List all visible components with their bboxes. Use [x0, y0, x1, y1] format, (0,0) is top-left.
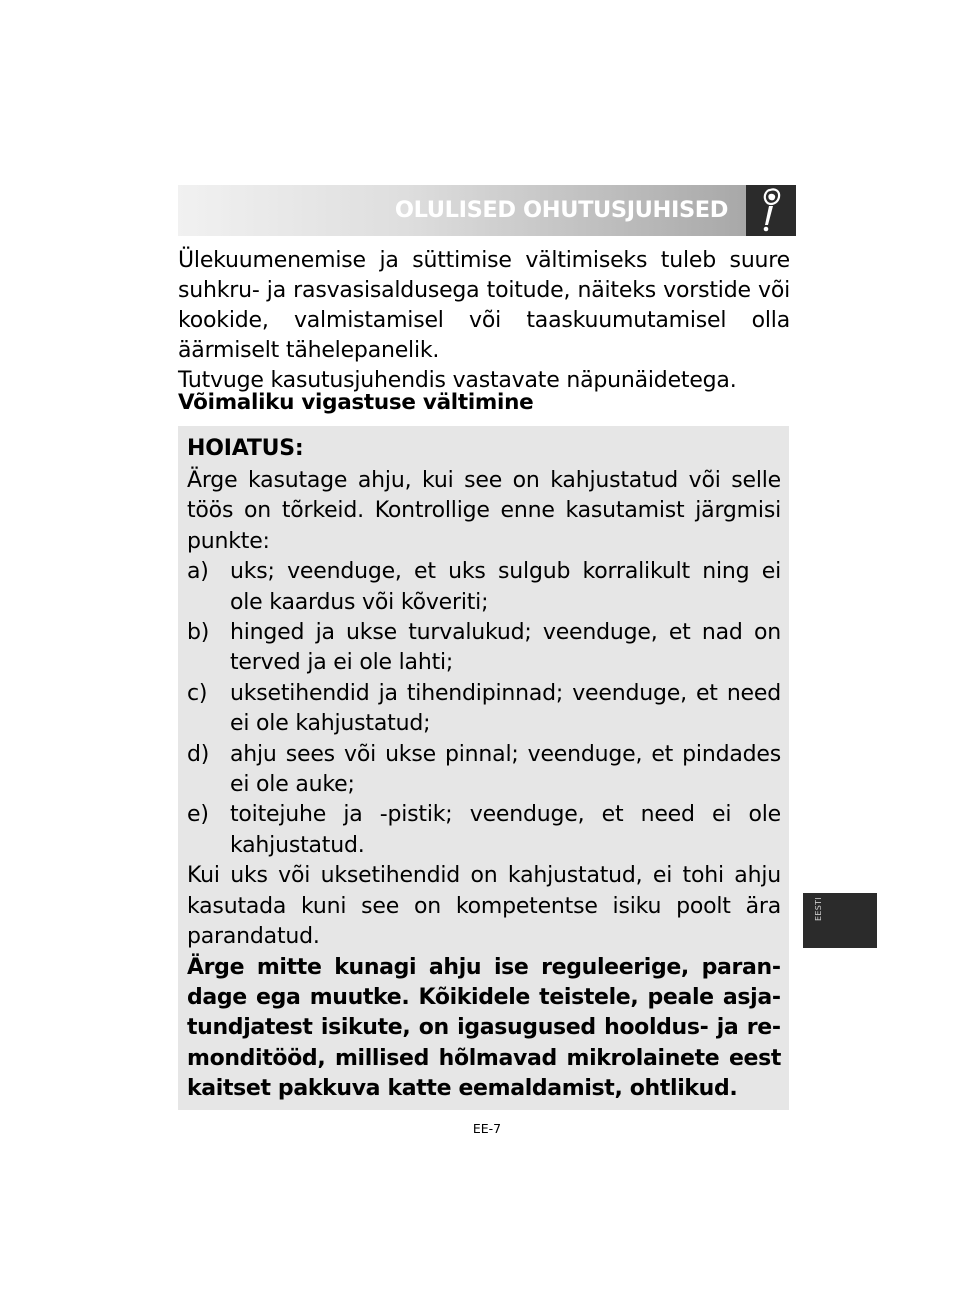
warning-content: [187, 434, 781, 1105]
warning-bold-notice: Ärge mitte kunagi ahju ise reguleerige, parandage ega muutke. Kõikidele teistele, peale asjatundjatest isikute, on igasugused hooldus- ja remonditööd, millised hõlmavad mikrolainete eest kaitset pakkuva katte eemaldamist, ohtlikud.: [187, 954, 781, 1102]
exclamation-icon: [746, 185, 796, 236]
intro-text: [178, 246, 790, 396]
header-icon-box: [746, 185, 796, 236]
language-tab-label: EESTI: [814, 897, 823, 921]
warning-title: HOIATUS:: [187, 436, 304, 461]
checklist-item: [187, 618, 781, 679]
checklist-marker: d): [187, 741, 210, 767]
checklist-text: uks; veenduge, et uks sulgub korralikult ning ei ole kaardus või kõveriti;: [230, 559, 781, 615]
warning-closing: Kui uks või uksetihendid on kahjustatud, ei tohi ahju kasutada kuni see on kompetentse isiku poolt ära parandatud.: [187, 863, 781, 950]
checklist-marker: b): [187, 620, 210, 646]
checklist: [187, 557, 781, 861]
checklist-text: toitejuhe ja -pistik; veenduge, et need ei ole kahjustatud.: [230, 802, 781, 858]
section-title: OLULISED OHUTUSJUHISED: [394, 197, 728, 223]
intro-paragraph: Ülekuumenemise ja süttimise vältimiseks tuleb suure suhkru- ja rasvasisaldusega toitude, näiteks vorstide või kookide, valmistamisel või taaskuumutamisel olla äärmiselt tähelepanelik.: [178, 248, 790, 363]
subheading: Võimaliku vigastuse vältimine: [178, 390, 534, 415]
checklist-marker: c): [187, 680, 208, 706]
warning-intro: Ärge kasutage ahju, kui see on kahjustatud või selle töös on tõrkeid. Kontrollige enne kasutamist järgmisi punkte:: [187, 468, 781, 554]
checklist-item: [187, 800, 781, 861]
checklist-text: ahju sees või ukse pinnal; veenduge, et pindades ei ole auke;: [230, 741, 781, 798]
warning-box: [178, 426, 789, 1110]
checklist-item: [187, 740, 781, 801]
checklist-text: hinged ja ukse turvalukud; veenduge, et nad on terved ja ei ole lahti;: [230, 620, 781, 676]
intro-reference: Tutvuge kasutusjuhendis vastavate näpunäidetega.: [178, 368, 737, 393]
language-tab: [803, 893, 877, 948]
checklist-text: uksetihendid ja tihendipinnad; veenduge, et need ei ole kahjustatud;: [230, 680, 781, 737]
checklist-marker: e): [187, 802, 209, 828]
checklist-marker: a): [187, 559, 209, 585]
page-number: EE-7: [472, 1121, 502, 1136]
checklist-item: [187, 679, 781, 740]
section-header-bar: [178, 185, 746, 236]
checklist-item: [187, 557, 781, 618]
